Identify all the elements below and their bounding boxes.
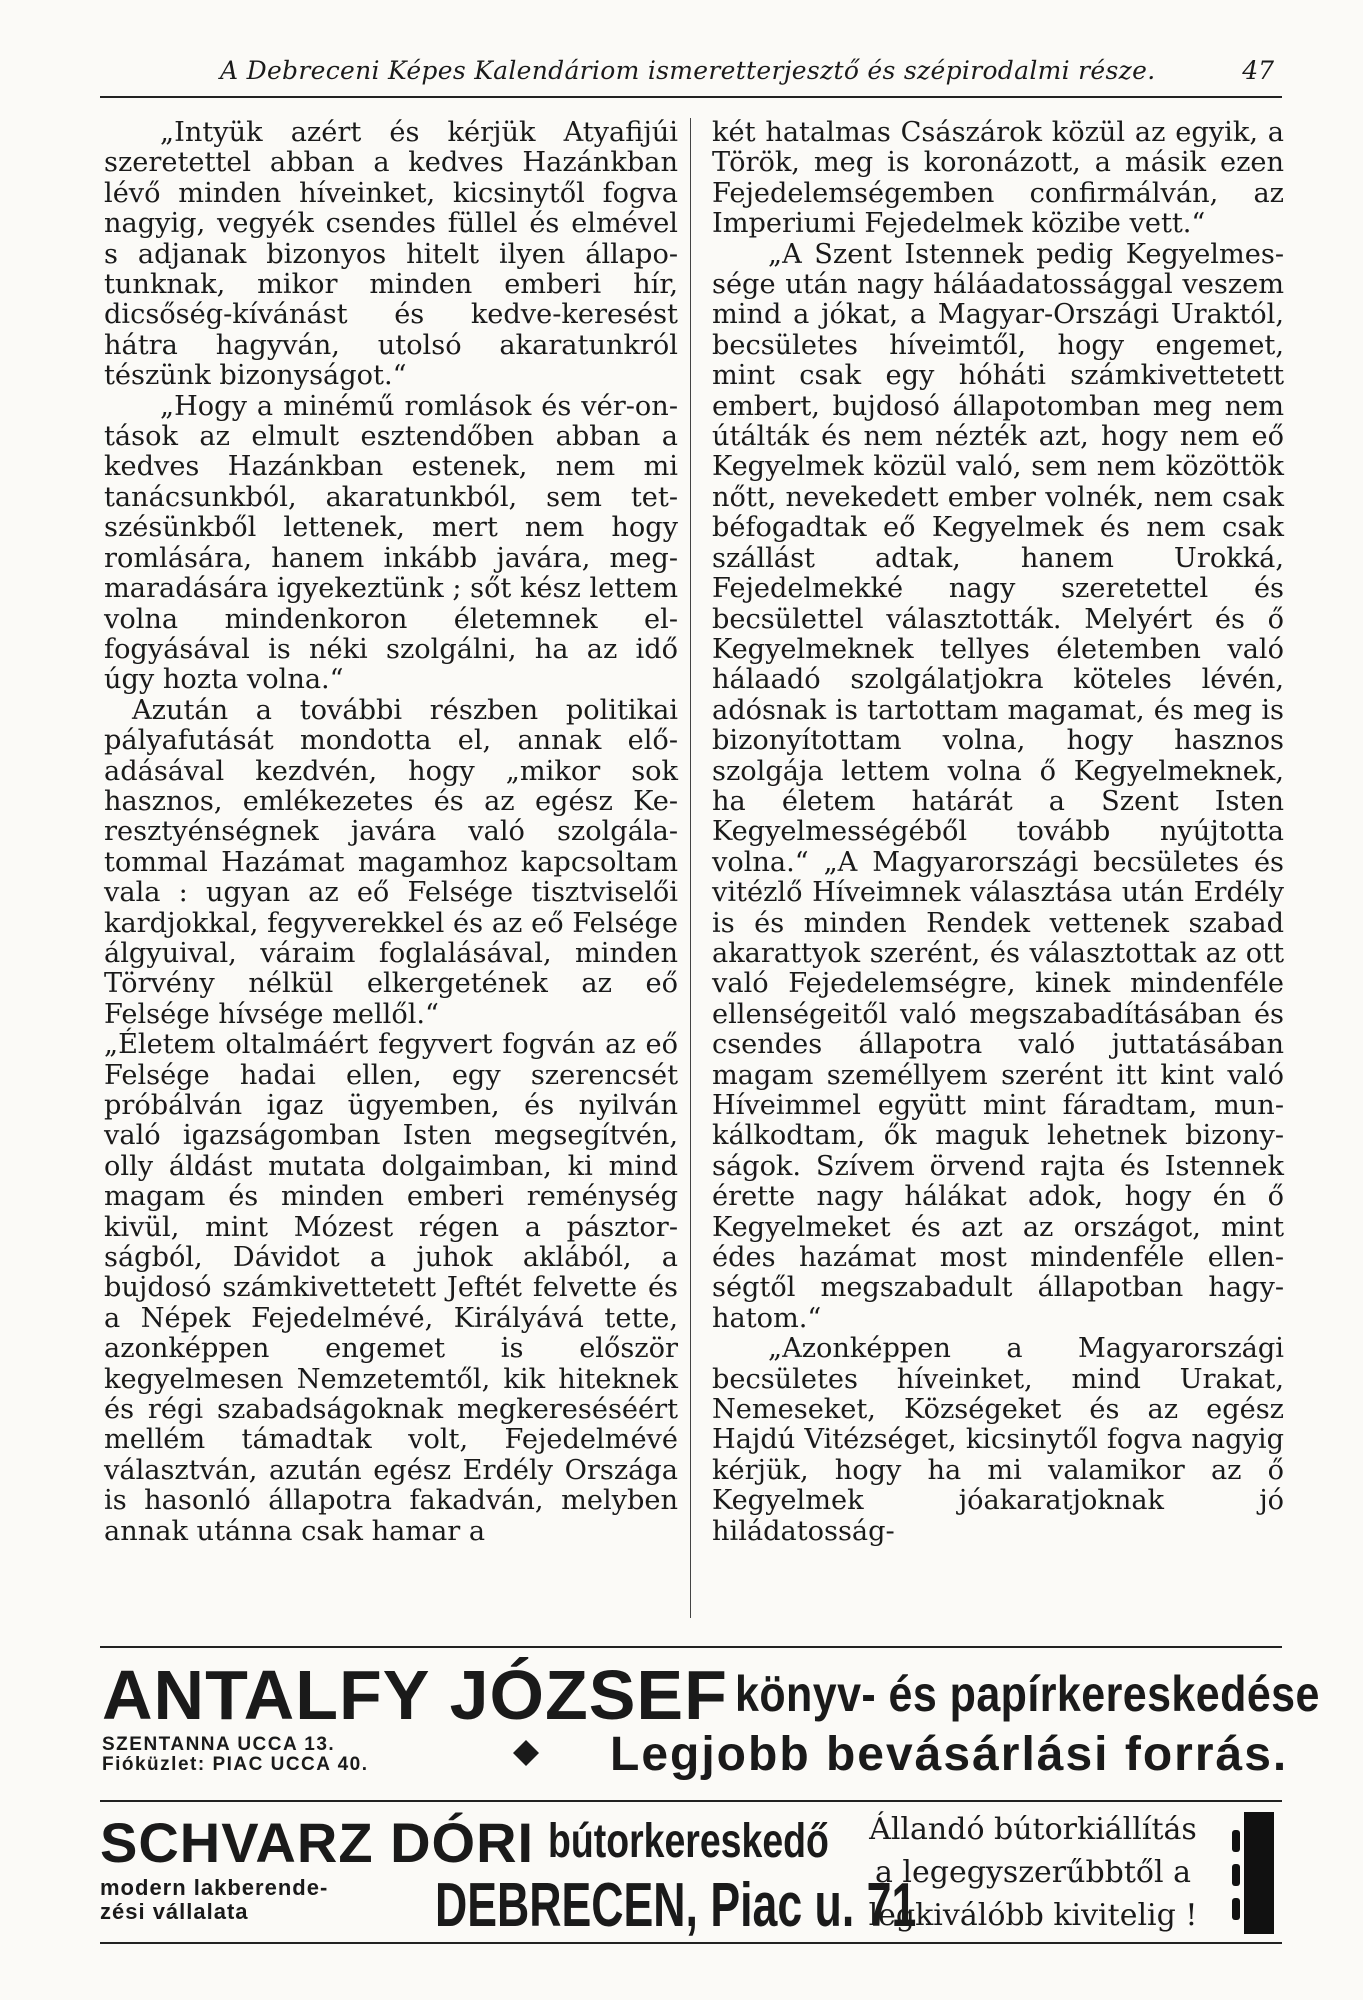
header-title: A Debreceni Képes Kalendáriom ismeretterjesztő és szépirodalmi része. — [220, 56, 1156, 85]
ad-divider-top — [100, 1646, 1282, 1648]
ad2-name: SCHVARZ DÓRI — [100, 1811, 535, 1874]
paragraph: „Intyük azért és kérjük Atyafijúi szeretettel abban a kedves Hazánkban lévő minden híveinket, kicsinytől fogva nagyig, vegyék csendes füllel és elmével s adjanak bizonyos hitelt ilyen állapotunknak, mikor minden emberi hír, dicsőség-kívánást és kedve-keresést hátra hagyván, utolsó akaratunkról tészünk bizonyságot.“ — [104, 117, 678, 392]
ad1-slogan: Legjobb bevásárlási forrás. — [610, 1728, 1289, 1781]
column-divider — [690, 118, 691, 1618]
ad2-subtitle-line1: modern lakberende- — [100, 1875, 329, 1900]
diamond-ornament-icon — [511, 1738, 541, 1768]
ad2-address: DEBRECEN, Piac u. 71 — [435, 1871, 917, 1940]
paragraph: Azután a további részben politikai pályafutását mondotta el, annak előadásával kezdvén, hogy „mikor sok hasznos, emlékezetes és az egész Keresztyénségnek javára való szolgálatommal Hazámat magamhoz kapcsoltam vala : ugyan az eő Felsége tisztviselői kardjokkal, fegyverekkel és az eő Felsége álgyuival, váraim foglalásával, minden Törvény nélkül elkergetének az eő Felsége hívsége mellől.“ — [104, 694, 678, 1030]
left-text-column — [104, 118, 678, 1547]
ad2-right-line1: Állandó bútorkiállítás — [869, 1812, 1197, 1847]
right-text-column — [712, 118, 1284, 1547]
ad1-address-line2: Fióküzlet: PIAC UCCA 40. — [102, 1754, 369, 1775]
paragraph: „Hogy a minémű romlások és vér-ontások az elmult esztendőben abban a kedves Hazánkban estenek, nem mi tanácsunkból, akaratunkból, sem tetszésünkből lettenek, mert nem hogy romlására, hanem inkább javára, megmaradására igyekeztünk ; sőt kész lettem volna mindenkoron életemnek elfogyásával is néki szolgálni, ha az idő úgy hozta volna.“ — [104, 390, 678, 696]
ad-divider-middle — [100, 1800, 1282, 1802]
paragraph: két hatalmas Császárok közül az egyik, a Török, meg is koronázott, a másik ezen Fejedelemségemben confirmálván, az Imperiumi Fejedelmek közibe vett.“ — [712, 117, 1284, 240]
paragraph: „Azonképpen a Magyarországi becsületes híveinket, mind Urakat, Nemeseket, Községeket és az egész Hajdú Vitézséget, kicsinytől fogva nagyig kérjük, hogy ha mi valamikor az ő Kegyelmek jóakaratjoknak jó hiládatosság- — [712, 1333, 1284, 1547]
paragraph: „Életem oltalmáért fegyvert fogván az eő Felsége hadai ellen, egy szerencsét próbálván igaz ügyemben, és nyilván való igazságomban Isten megsegítvén, olly áldást mutata dolgaimban, ki mind magam és minden emberi reménység kivül, mint Mózest régen a pásztorságból, Dávidot a juhok aklából, a bujdosó számkivettetett Jeftét felvette és a Népek Fejedelmévé, Királyává tette, azonképpen engemet is először kegyelmesen Nemzetemtől, kik hiteknek és régi szabadságoknak megkereséséért mellém támadtak volt, Fejedelmévé választván, azután egész Erdély Országa is hasonló állapotra fakadván, melyben annak utánna csak hamar a — [104, 1029, 678, 1547]
ad1-address — [102, 1735, 369, 1775]
ad1-trade: könyv- és papírkereskedése — [735, 1666, 1320, 1722]
ad2-subtitle-line2: zési vállalata — [100, 1899, 249, 1924]
ad1-name: ANTALFY JÓZSEF — [102, 1656, 728, 1734]
ad2-right-line2: a legegyszerűbbtől a — [874, 1855, 1192, 1890]
ad1-address-line1: SZENTANNA UCCA 13. — [102, 1734, 336, 1755]
ad2-right-line3: legkiválóbb kivitelig ! — [868, 1898, 1198, 1933]
ad-divider-bottom — [100, 1942, 1282, 1944]
decorative-bar-icon — [1232, 1812, 1274, 1934]
page-number: 47 — [1242, 56, 1274, 85]
running-header — [100, 52, 1282, 98]
ad2-subtitle — [100, 1876, 328, 1924]
ad2-trade: bútorkereskedő — [548, 1815, 829, 1868]
ad2-exhibition-text — [848, 1808, 1218, 1937]
paragraph: „A Szent Istennek pedig Kegyelmessége után nagy háláadatossággal veszem mind a jókat, a Magyar-Országi Uraktól, becsületes híveimtől, hogy engemet, mint csak egy hóháti számkivettetett embert, bujdosó állapotomban meg nem útálták és nem nézték azt, hogy nem eő Kegyelmek közül való, sem nem közöttök nőtt, nevekedett ember volnék, nem csak béfogadtak eő Kegyelmek és nem csak szállást adtak, hanem Urokká, Fejedelmekké nagy szeretettel és becsülettel választották. Melyért és ő Kegyelmeknek tellyes életemben való hálaadó szolgálatjokra köteles lévén, adósnak is tartottam magamat, és meg is bizonyítottam volna, hogy hasznos szolgája lettem volna ő Kegyelmeknek, ha életem határát a Szent Isten Kegyelmességéből tovább nyújtotta volna.“ „A Magyarországi becsületes és vitézlő Híveimnek választása után Erdély is és minden Rendek vettenek szabad akarattyok szerént, és választottak az ott való Fejedelemségre, kinek mindenféle ellenségeitől való megszabadításában és csendes állapotra való juttatásában magam személlyem szerént itt kint való Híveimmel együtt mint fáradtam, munkálkodtam, ők maguk lehetnek bizonyságok. Szívem örvend rajta és Istennek érette nagy hálákat adok, hogy én ő Kegyelmeket és azt az országot, mint édes hazámat most mindenféle ellenségtől megszabadult állapotban hagyhatom.“ — [712, 238, 1284, 1334]
